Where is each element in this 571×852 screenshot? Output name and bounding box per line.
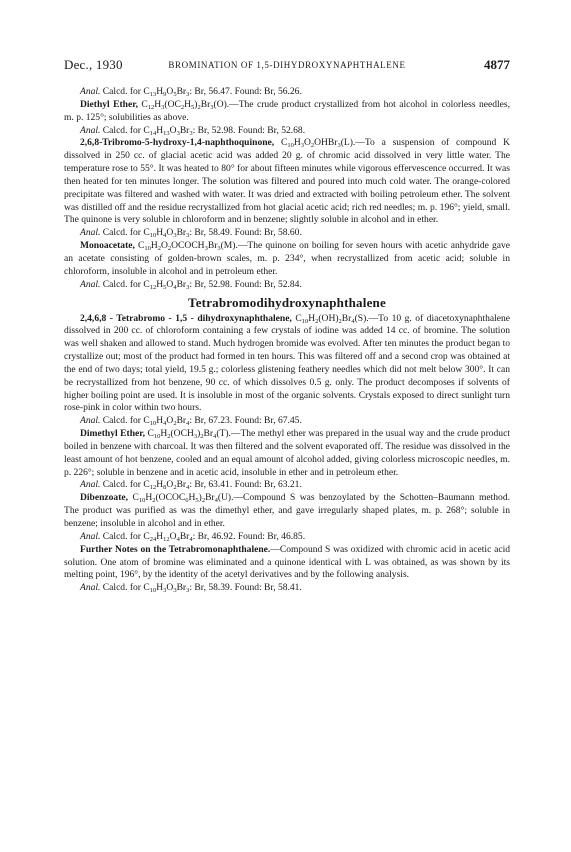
section-heading: Tetrabromodihydroxynaphthalene [188,294,386,310]
body-paragraph: Monoacetate, $C_{10}H_2O_2OCOCH_3Br_3(M).—The$ quinone on boiling for seven hours with acetic anhydride gave an acetate consisting of golden-brown scales, m. p. 234°, when recrystallized from acetic acid; soluble in chloroform, insoluble in alcohol and in petroleum ether. [64,240,510,277]
body-paragraph: Further Notes on the Tetrabromonaphthalene.—Compound S was oxidized with chromic acid in acetic acid solution. One atom of bromine was eliminated and a quinone identical with L was obtained, as was shown by its melting point, 196°, by the identity of the acetyl derivatives and by the following analysis. [64,543,510,581]
analysis-line: Anal. Calcd. for $C_{13}H_9O_5Br_3$: Br, 56.47. Found: Br, 56.26. [80,86,302,98]
running-header [64,54,510,76]
analysis-line: Anal. Calcd. for $C_{12}H_8O_2Br_4$: Br, 63.41. Found: Br, 63.21. [80,479,302,492]
analysis-line: Anal. Calcd. for $C_{14}H_{13}O_3Br_3$: Br, 52.98. Found: Br, 52.68. [80,124,306,137]
paragraph-group-quinone [64,86,510,292]
body-paragraph: Diethyl Ether, $C_{12}H_3(OC_2H_5)_2Br_3(O).—The$ crude product crystallized from hot alcohol in colorless needles, m. p. 125°; solubilities as above. [64,98,510,123]
article-body [64,86,510,595]
analysis-line: Anal. Calcd. for $C_{10}H_3O_3Br_3$: Br, 58.39. Found: Br, 58.41. [80,582,302,595]
body-paragraph: 2,6,8-Tribromo-5-hydroxy-1,4-naphthoquinone, $C_{10}H_3O_2OHBr_3(L).—To$ a suspension of compound K dissolved in 250 cc. of glacial acetic acid was added 20 g. of chromic acid dissolved in very little water. The temperature rose to 55°. It was heated to 80° for about fifteen minutes while vigorous effervescence occurred. It was then heated for ten minutes longer. The solution was filtered and poured into much cold water. The orange-colored precipitate was filtered and washed with water. It was dried and extracted with boiling petroleum ether. The solvent was distilled off and the residue recrystallized from hot glacial acetic acid; rich red needles; m. p. 196°; yield, small. The quinone is very soluble in chloroform and in benzene; slightly soluble in alcohol and in ether. [64,137,510,226]
page-number: 4877 [484,57,510,72]
analysis-line: Anal. Calcd. for $C_{24}H_{12}O_4Br_4$: Br, 46.92. Found: Br, 46.85. [80,530,306,543]
body-paragraph: 2,4,6,8 - Tetrabromo - 1,5 - dihydroxynaphthalene, $C_{10}H_2(OH)_2Br_4(S).—To$ 10 g. of diacetoxynaphthalene dissolved in 200 cc. of chloroform containing a few crystals of iodine was added 14 cc. of bromine. The solution was well shaken and allowed to stand. Much hydrogen bromide was evolved. After ten minutes the product began to crystallize out; most of the product had formed in ten hours. This was filtered off and a second crop was obtained at the end of two days; total yield, 19.5 g.; colorless glistening feathery needles which did not melt below 300°. It can be recrystallized from hot benzene, 90 cc. of which dissolves 0.5 g. only. The product decomposes if solvents of higher boiling point are used. It is insoluble in most of the organic solvents. Crystals exposed to direct sunlight turn rose-pink in color within two hours. [64,312,510,414]
header-date: Dec., 1930 [64,57,123,72]
analysis-line: Anal. Calcd. for $C_{10}H_4O_2Br_4$: Br, 67.23. Found: Br, 67.45. [80,415,302,428]
analysis-line: Anal. Calcd. for $C_{10}H_4O_3Br_3$: Br, 58.49. Found: Br, 58.60. [80,227,302,240]
analysis-line: Anal. Calcd. for $C_{12}H_5O_4Br_3$: Br, 52.98. Found: Br, 52.84. [80,278,302,291]
body-paragraph: Dimethyl Ether, $C_{10}H_2(OCH_3)_2Br_4(T).—The$ methyl ether was prepared in the usual way and the crude product boiled in benzene with charcoal. It was then filtered and the solvent evaporated off. The residue was dissolved in the least amount of hot benzene, cooled and an equal amount of alcohol added, giving colorless microscopic needles, m. p. 226°; soluble in benzene and in acetic acid, insoluble in ether and in petroleum ether. [64,428,510,478]
paragraph-group-tetrabromo [64,313,510,596]
body-paragraph: Dibenzoate, $C_{10}H_2(OCOC_6H_5)_2Br_4(U).—Compound$ S was benzoylated by the Schotten–Baumann method. The product was purified as was the dimethyl ether, and gave irregularly shaped plates, m. p. 268°; soluble in benzene; insoluble in alcohol and in ether. [64,492,510,529]
header-title: BROMINATION OF 1,5-DIHYDROXYNAPHTHALENE [168,60,406,70]
